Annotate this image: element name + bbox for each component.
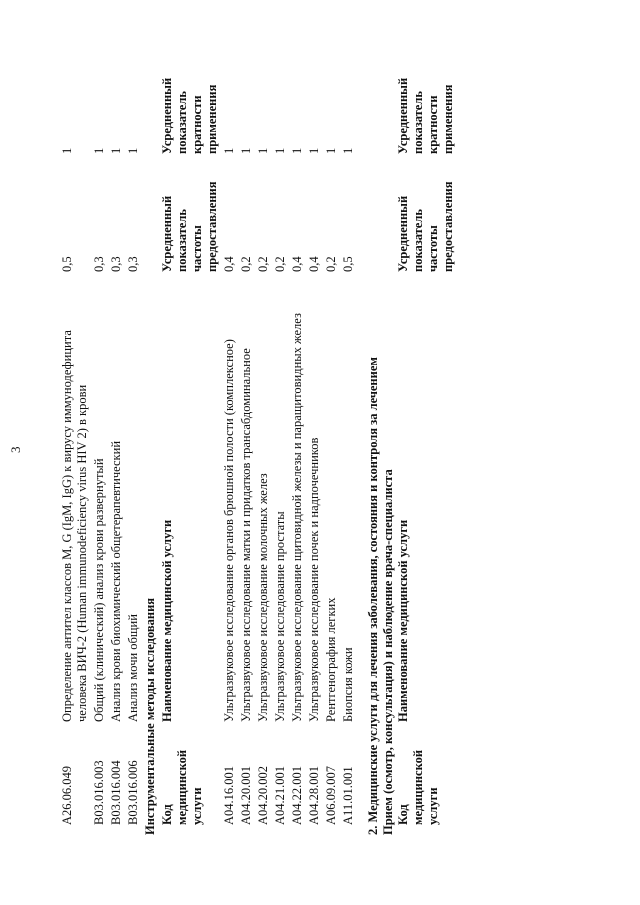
section-subheading-consultation: Прием (осмотр, консультация) и наблюдение врача-специалиста xyxy=(381,469,395,835)
service-name: Ультразвуковое исследование матки и придатков трансабдоминальное xyxy=(239,348,253,722)
service-name: Ультразвуковое исследование молочных желез xyxy=(256,473,270,722)
frequency-value: 0,2 xyxy=(256,256,270,272)
multiplicity-value: 1 xyxy=(109,147,123,154)
service-name: Ультразвуковое исследование почек и надпочечников xyxy=(307,437,321,722)
service-code: A04.28.001 xyxy=(307,765,321,825)
service-code: A04.22.001 xyxy=(290,765,304,825)
multiplicity-value: 1 xyxy=(239,147,253,154)
multiplicity-value: 1 xyxy=(222,147,236,154)
service-name: Ультразвуковое исследование простаты xyxy=(273,511,287,722)
service-name: Определение антител классов M, G (IgM, IgG) к вирусу иммунодефицита человека ВИЧ-2 (Human immunodeficiency virus HIV 2) в крови xyxy=(60,330,89,722)
multiplicity-value: 1 xyxy=(290,147,304,154)
service-name: Анализ мочи общий xyxy=(126,614,140,722)
service-code: B03.016.006 xyxy=(126,760,140,825)
service-code: A26.06.049 xyxy=(60,765,74,825)
frequency-value: 0,4 xyxy=(307,256,321,272)
frequency-value: 0,5 xyxy=(60,256,74,272)
service-name: Ультразвуковое исследование щитовидной железы и паращитовидных желез xyxy=(290,313,304,722)
multiplicity-value: 1 xyxy=(341,147,355,154)
multiplicity-value: 1 xyxy=(92,147,106,154)
service-name: Общий (клинический) анализ крови развернутый xyxy=(92,458,106,722)
multiplicity-value: 1 xyxy=(126,147,140,154)
frequency-value: 0,3 xyxy=(109,256,123,272)
frequency-value: 0,4 xyxy=(290,256,304,272)
service-code: A04.20.002 xyxy=(256,765,270,825)
frequency-value: 0,2 xyxy=(239,256,253,272)
header-name: Наименование медицинской услуги xyxy=(160,519,174,722)
frequency-value: 0,3 xyxy=(126,256,140,272)
service-code: A11.01.001 xyxy=(341,766,355,825)
service-name: Рентгенография легких xyxy=(324,597,338,722)
header-frequency: Усредненный показатель частоты предоставления xyxy=(396,181,455,272)
section-heading-treatment: 2. Медицинские услуги для лечения заболевания, состояния и контроля за лечением xyxy=(366,357,380,835)
header-name: Наименование медицинской услуги xyxy=(396,519,410,722)
header-frequency: Усредненный показатель частоты предоставления xyxy=(160,181,219,272)
header-code: Код медицинской услуги xyxy=(160,749,204,825)
multiplicity-value: 1 xyxy=(324,147,338,154)
service-code: A04.16.001 xyxy=(222,765,236,825)
frequency-value: 0,2 xyxy=(324,256,338,272)
service-code: B03.016.003 xyxy=(92,760,106,825)
header-multiplicity: Усредненный показатель кратности применения xyxy=(160,77,219,154)
multiplicity-value: 1 xyxy=(273,147,287,154)
frequency-value: 0,5 xyxy=(341,256,355,272)
service-code: B03.016.004 xyxy=(109,760,123,825)
frequency-value: 0,2 xyxy=(273,256,287,272)
service-name: Ультразвуковое исследование органов брюшной полости (комплексное) xyxy=(222,339,236,722)
service-code: A04.20.001 xyxy=(239,765,253,825)
service-name: Анализ крови биохимический общетерапевтический xyxy=(109,440,123,722)
header-code: Код медицинской услуги xyxy=(396,749,440,825)
service-code: A04.21.001 xyxy=(273,765,287,825)
multiplicity-value: 1 xyxy=(60,147,74,154)
section-heading-instrumental: Инструментальные методы исследования xyxy=(143,597,157,835)
service-code: A06.09.007 xyxy=(324,765,338,825)
header-multiplicity: Усредненный показатель кратности применения xyxy=(396,77,455,154)
page-number: 3 xyxy=(8,446,23,453)
frequency-value: 0,4 xyxy=(222,256,236,272)
frequency-value: 0,3 xyxy=(92,256,106,272)
multiplicity-value: 1 xyxy=(307,147,321,154)
service-name: Биопсия кожи xyxy=(341,647,355,722)
multiplicity-value: 1 xyxy=(256,147,270,154)
